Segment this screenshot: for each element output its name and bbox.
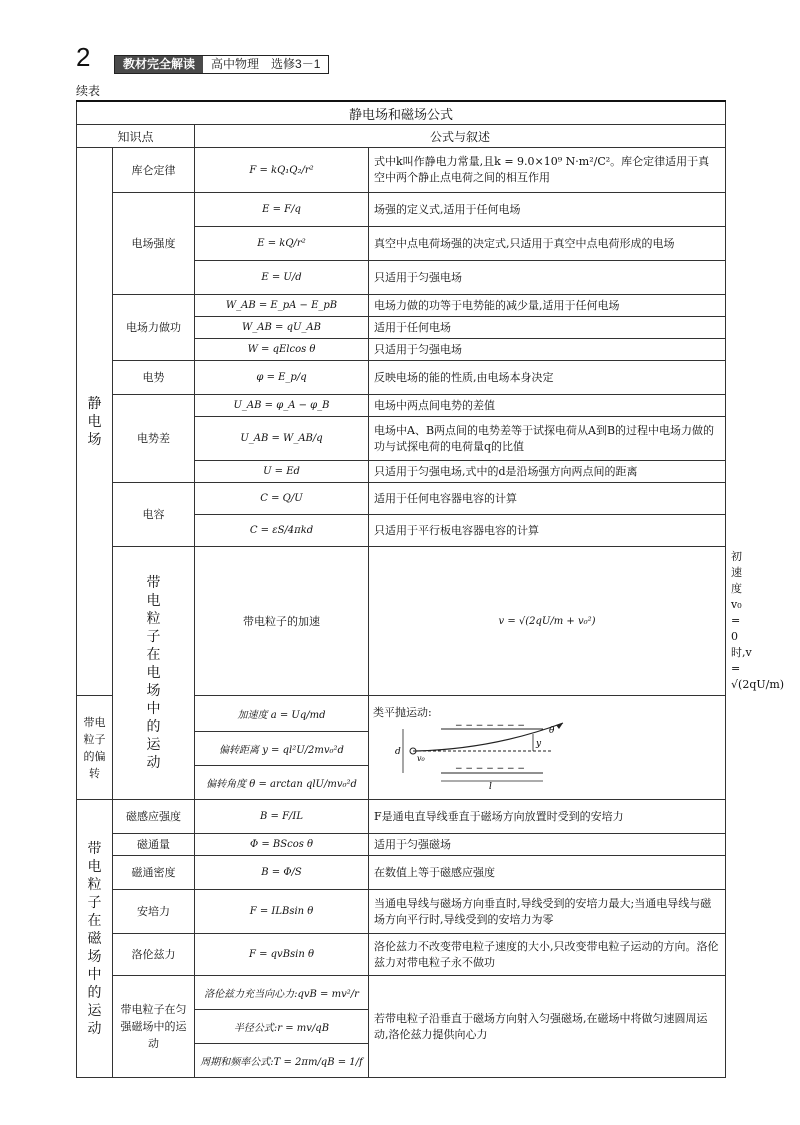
formula-cell: 偏转角度 θ = arctan qlU/mv₀²d <box>195 766 369 800</box>
topic-cell: 电场力做功 <box>113 295 195 361</box>
topic-cell: 磁通密度 <box>113 856 195 890</box>
topic-cell: 安培力 <box>113 890 195 934</box>
topic-cell: 洛伦兹力 <box>113 934 195 976</box>
formula-cell: C = Q/U <box>195 483 369 515</box>
formula-cell: W_AB = qU_AB <box>195 317 369 339</box>
formula-cell: Φ = BScos θ <box>195 834 369 856</box>
col-header-topic: 知识点 <box>77 125 195 148</box>
continued-label: 续表 <box>76 84 101 98</box>
desc-cell: 电场中A、B两点间的电势差等于试探电荷从A到B的过程中电场力做的功与试探电荷的电荷量q的比值 <box>369 417 726 461</box>
topic-cell: 磁通量 <box>113 834 195 856</box>
desc-cell: 电场力做的功等于电势能的减少量,适用于任何电场 <box>369 295 726 317</box>
table-title: 静电场和磁场公式 <box>77 101 726 125</box>
col-header-formula: 公式与叙述 <box>195 125 726 148</box>
table-row <box>77 483 726 515</box>
projectile-diagram <box>373 721 573 791</box>
desc-cell: 适用于匀强磁场 <box>369 834 726 856</box>
desc-cell: 只适用于匀强电场 <box>369 261 726 295</box>
table-row: 带电粒子在电场中的运动 带电粒子的加速 v = √(2qU/m + v₀²) 初速度v₀ = 0时,v = √(2qU/m) <box>77 547 726 696</box>
desc-cell: 当通电导线与磁场方向垂直时,导线受到的安培力最大;当通电导线与磁场方向平行时,导线受到的安培力为零 <box>369 890 726 934</box>
formula-cell: B = Φ/S <box>195 856 369 890</box>
formula-cell: F = kQ₁Q₂/r² <box>195 148 369 193</box>
plate-sign-2: − − − − − − − <box>455 763 525 774</box>
desc-cell: 适用于任何电容器电容的计算 <box>369 483 726 515</box>
topic-cell: 磁感应强度 <box>113 800 195 834</box>
formula-cell: W = qElcos θ <box>195 339 369 361</box>
diagram-caption: 类平抛运动: <box>373 705 432 719</box>
table-header-row <box>77 125 726 148</box>
desc-cell: 式中k叫作静电力常量,且k = 9.0×10⁹ N·m²/C²。库仑定律适用于真空中两个静止点电荷之间的相互作用 <box>369 148 726 193</box>
page-number: 2 <box>76 42 91 72</box>
formula-cell: 偏转距离 y = ql²U/2mv₀²d <box>195 732 369 766</box>
formula-cell: F = ILBsin θ <box>195 890 369 934</box>
table-row <box>77 856 726 890</box>
desc-cell: 反映电场的能的性质,由电场本身决定 <box>369 361 726 395</box>
diagram-label-v0: v₀ <box>417 753 425 763</box>
diagram-label-theta: θ <box>549 725 555 736</box>
topic-cell: 带电粒子的加速 <box>195 547 369 696</box>
table-row <box>77 395 726 417</box>
plate-sign-1: − − − − − − − <box>455 720 525 731</box>
desc-cell: 在数值上等于磁感应强度 <box>369 856 726 890</box>
table-row <box>77 976 726 1010</box>
formula-cell: E = kQ/r² <box>195 227 369 261</box>
table-row <box>77 934 726 976</box>
formula-cell: U_AB = W_AB/q <box>195 417 369 461</box>
series-label: 教材完全解读 <box>115 56 203 73</box>
formula-cell: 洛伦兹力充当向心力:qvB = mv²/r <box>195 976 369 1010</box>
desc-cell: 只适用于平行板电容器电容的计算 <box>369 515 726 547</box>
topic-cell: 库仑定律 <box>113 148 195 193</box>
desc-cell: 适用于任何电场 <box>369 317 726 339</box>
formula-cell: B = F/IL <box>195 800 369 834</box>
topic-cell: 电势 <box>113 361 195 395</box>
formula-cell: W_AB = E_pA − E_pB <box>195 295 369 317</box>
header-bar <box>114 55 329 74</box>
diagram-label-y: y <box>536 738 542 749</box>
category-particle-efield: 带电粒子在电场中的运动 <box>113 547 195 800</box>
table-row <box>77 193 726 227</box>
desc-cell: 真空中点电荷场强的决定式,只适用于真空中点电荷形成的电场 <box>369 227 726 261</box>
diagram-label-l: l <box>489 781 492 791</box>
diagram-label-d: d <box>395 746 401 757</box>
table-row <box>77 890 726 934</box>
formula-cell: C = εS/4πkd <box>195 515 369 547</box>
table-row <box>77 148 726 193</box>
topic-cell: 电势差 <box>113 395 195 483</box>
book-label: 高中物理 选修3－1 <box>203 56 328 73</box>
table-row <box>77 834 726 856</box>
table-title-row <box>77 101 726 125</box>
formula-cell: U = Ed <box>195 461 369 483</box>
topic-cell: 电场强度 <box>113 193 195 295</box>
desc-cell: 洛伦兹力不改变带电粒子速度的大小,只改变带电粒子运动的方向。洛伦兹力对带电粒子永不做功 <box>369 934 726 976</box>
desc-cell: 只适用于匀强电场 <box>369 339 726 361</box>
topic-cell: 带电粒子在匀强磁场中的运动 <box>113 976 195 1078</box>
formula-cell: E = U/d <box>195 261 369 295</box>
desc-cell: 若带电粒子沿垂直于磁场方向射入匀强磁场,在磁场中将做匀速圆周运动,洛伦兹力提供向心力 <box>369 976 726 1078</box>
formula-table <box>76 100 785 1078</box>
formula-cell: E = F/q <box>195 193 369 227</box>
table-row <box>77 361 726 395</box>
desc-cell: 只适用于匀强电场,式中的d是沿场强方向两点间的距离 <box>369 461 726 483</box>
formula-cell: F = qvBsin θ <box>195 934 369 976</box>
topic-cell: 电容 <box>113 483 195 547</box>
topic-cell: 带电粒子的偏转 <box>77 696 113 800</box>
category-particle-bfield: 带电粒子在磁场中的运动 <box>77 800 113 1078</box>
formula-cell: 半径公式:r = mv/qB <box>195 1010 369 1044</box>
formula-cell: 加速度 a = Uq/md <box>195 696 369 732</box>
category-electrostatics: 静电场 <box>77 148 113 696</box>
table-row <box>77 800 726 834</box>
formula-cell: φ = E_p/q <box>195 361 369 395</box>
formula-cell: v = √(2qU/m + v₀²) <box>369 547 726 696</box>
desc-cell <box>369 696 726 800</box>
table-row <box>77 295 726 317</box>
desc-cell: 电场中两点间电势的差值 <box>369 395 726 417</box>
desc-cell: F是通电直导线垂直于磁场方向放置时受到的安培力 <box>369 800 726 834</box>
formula-cell: 周期和频率公式:T = 2πm/qB = 1/f <box>195 1044 369 1078</box>
formula-cell: U_AB = φ_A − φ_B <box>195 395 369 417</box>
desc-cell: 场强的定义式,适用于任何电场 <box>369 193 726 227</box>
